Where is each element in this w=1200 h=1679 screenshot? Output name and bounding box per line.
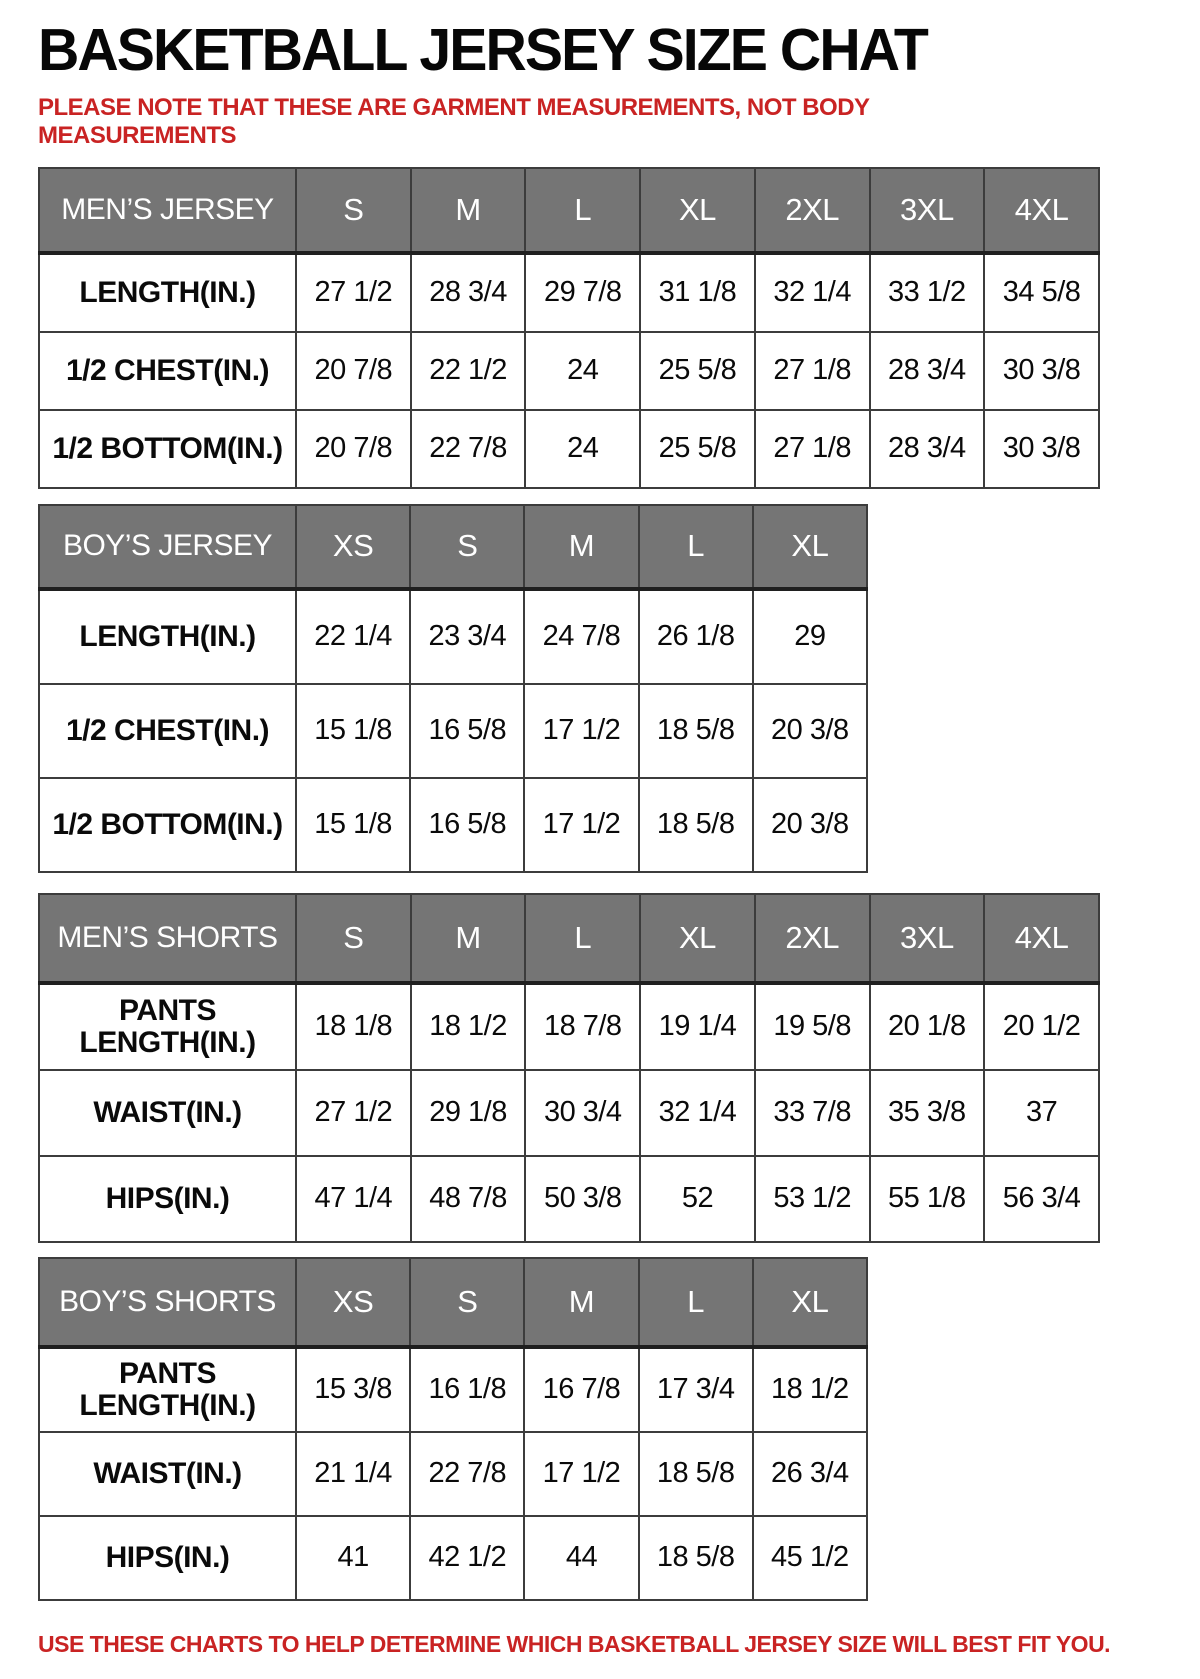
size-column-header: 4XL xyxy=(984,894,1099,983)
size-value-cell: 20 1/2 xyxy=(984,983,1099,1070)
size-value-cell: 20 7/8 xyxy=(296,332,411,410)
size-value-cell: 23 3/4 xyxy=(410,589,524,684)
table-row xyxy=(39,1070,1099,1156)
mens-jersey-table xyxy=(38,167,1100,489)
size-column-header: 3XL xyxy=(870,168,985,253)
table-title-cell: MEN’S JERSEY xyxy=(39,168,296,253)
size-value-cell: 45 1/2 xyxy=(753,1516,867,1600)
size-value-cell: 20 7/8 xyxy=(296,410,411,488)
size-value-cell: 47 1/4 xyxy=(296,1156,411,1242)
row-label-cell: PANTS LENGTH(IN.) xyxy=(39,1347,296,1432)
size-column-header: 4XL xyxy=(984,168,1099,253)
size-value-cell: 37 xyxy=(984,1070,1099,1156)
size-value-cell: 15 1/8 xyxy=(296,778,410,872)
table-row xyxy=(39,684,867,778)
size-value-cell: 17 1/2 xyxy=(524,778,638,872)
size-value-cell: 18 1/8 xyxy=(296,983,411,1070)
size-value-cell: 31 1/8 xyxy=(640,253,755,332)
size-column-header: L xyxy=(639,1258,753,1347)
size-value-cell: 28 3/4 xyxy=(870,410,985,488)
garment-measurement-note: PLEASE NOTE THAT THESE ARE GARMENT MEASUREMENTS, NOT BODY MEASUREMENTS xyxy=(38,93,870,150)
size-value-cell: 27 1/8 xyxy=(755,332,870,410)
row-label-cell: 1/2 BOTTOM(IN.) xyxy=(39,410,296,488)
mens-shorts-table xyxy=(38,893,1100,1243)
row-label-cell: HIPS(IN.) xyxy=(39,1156,296,1242)
table-title-cell: BOY’S SHORTS xyxy=(39,1258,296,1347)
size-value-cell: 33 7/8 xyxy=(755,1070,870,1156)
size-value-cell: 32 1/4 xyxy=(640,1070,755,1156)
row-label-cell: 1/2 CHEST(IN.) xyxy=(39,684,296,778)
size-column-header: S xyxy=(296,168,411,253)
row-label-cell: LENGTH(IN.) xyxy=(39,589,296,684)
size-value-cell: 34 5/8 xyxy=(984,253,1099,332)
size-value-cell: 17 1/2 xyxy=(524,1432,638,1516)
size-value-cell: 22 7/8 xyxy=(411,410,526,488)
size-value-cell: 35 3/8 xyxy=(870,1070,985,1156)
size-value-cell: 16 5/8 xyxy=(410,778,524,872)
header-row xyxy=(39,1258,867,1347)
size-value-cell: 18 1/2 xyxy=(753,1347,867,1432)
header-row xyxy=(39,894,1099,983)
size-value-cell: 44 xyxy=(524,1516,638,1600)
size-value-cell: 27 1/2 xyxy=(296,253,411,332)
size-value-cell: 17 1/2 xyxy=(524,684,638,778)
size-value-cell: 22 1/4 xyxy=(296,589,410,684)
table-row xyxy=(39,1516,867,1600)
size-column-header: S xyxy=(410,1258,524,1347)
size-value-cell: 42 1/2 xyxy=(410,1516,524,1600)
header-row xyxy=(39,168,1099,253)
size-column-header: 2XL xyxy=(755,894,870,983)
table-row xyxy=(39,983,1099,1070)
size-value-cell: 20 3/8 xyxy=(753,778,867,872)
size-value-cell: 18 1/2 xyxy=(411,983,526,1070)
row-label-cell: LENGTH(IN.) xyxy=(39,253,296,332)
size-value-cell: 17 3/4 xyxy=(639,1347,753,1432)
size-value-cell: 55 1/8 xyxy=(870,1156,985,1242)
size-value-cell: 16 1/8 xyxy=(410,1347,524,1432)
size-value-cell: 41 xyxy=(296,1516,410,1600)
size-value-cell: 22 7/8 xyxy=(410,1432,524,1516)
size-value-cell: 56 3/4 xyxy=(984,1156,1099,1242)
size-column-header: M xyxy=(411,894,526,983)
row-label-cell: 1/2 BOTTOM(IN.) xyxy=(39,778,296,872)
size-value-cell: 33 1/2 xyxy=(870,253,985,332)
size-column-header: XL xyxy=(753,1258,867,1347)
size-value-cell: 29 xyxy=(753,589,867,684)
row-label-cell: WAIST(IN.) xyxy=(39,1432,296,1516)
size-value-cell: 26 3/4 xyxy=(753,1432,867,1516)
table-row xyxy=(39,778,867,872)
size-value-cell: 30 3/8 xyxy=(984,332,1099,410)
size-value-cell: 52 xyxy=(640,1156,755,1242)
size-value-cell: 25 5/8 xyxy=(640,410,755,488)
size-value-cell: 16 5/8 xyxy=(410,684,524,778)
size-value-cell: 19 5/8 xyxy=(755,983,870,1070)
size-column-header: L xyxy=(525,168,640,253)
size-column-header: M xyxy=(524,505,638,589)
size-value-cell: 30 3/4 xyxy=(525,1070,640,1156)
size-column-header: XL xyxy=(753,505,867,589)
size-value-cell: 27 1/2 xyxy=(296,1070,411,1156)
size-value-cell: 26 1/8 xyxy=(639,589,753,684)
size-value-cell: 48 7/8 xyxy=(411,1156,526,1242)
table-title-cell: MEN’S SHORTS xyxy=(39,894,296,983)
size-value-cell: 22 1/2 xyxy=(411,332,526,410)
table-title-cell: BOY’S JERSEY xyxy=(39,505,296,589)
table-row xyxy=(39,1432,867,1516)
size-column-header: M xyxy=(524,1258,638,1347)
size-column-header: 3XL xyxy=(870,894,985,983)
fit-advice-footer: USE THESE CHARTS TO HELP DETERMINE WHICH BASKETBALL JERSEY SIZE WILL BEST FIT YOU. xyxy=(38,1630,1111,1657)
size-value-cell: 18 5/8 xyxy=(639,778,753,872)
size-value-cell: 53 1/2 xyxy=(755,1156,870,1242)
size-value-cell: 18 5/8 xyxy=(639,1432,753,1516)
row-label-cell: 1/2 CHEST(IN.) xyxy=(39,332,296,410)
size-value-cell: 18 7/8 xyxy=(525,983,640,1070)
boys-jersey-table xyxy=(38,504,868,873)
size-value-cell: 18 5/8 xyxy=(639,1516,753,1600)
size-value-cell: 19 1/4 xyxy=(640,983,755,1070)
size-value-cell: 28 3/4 xyxy=(411,253,526,332)
header-row xyxy=(39,505,867,589)
size-value-cell: 20 3/8 xyxy=(753,684,867,778)
size-column-header: L xyxy=(639,505,753,589)
size-value-cell: 25 5/8 xyxy=(640,332,755,410)
size-value-cell: 28 3/4 xyxy=(870,332,985,410)
size-value-cell: 20 1/8 xyxy=(870,983,985,1070)
boys-shorts-table xyxy=(38,1257,868,1601)
size-value-cell: 21 1/4 xyxy=(296,1432,410,1516)
size-value-cell: 29 1/8 xyxy=(411,1070,526,1156)
size-column-header: XL xyxy=(640,168,755,253)
table-row xyxy=(39,410,1099,488)
size-column-header: S xyxy=(410,505,524,589)
size-column-header: XS xyxy=(296,1258,410,1347)
size-value-cell: 15 1/8 xyxy=(296,684,410,778)
size-column-header: S xyxy=(296,894,411,983)
size-value-cell: 30 3/8 xyxy=(984,410,1099,488)
page-title: BASKETBALL JERSEY SIZE CHAT xyxy=(38,17,927,83)
row-label-cell: HIPS(IN.) xyxy=(39,1516,296,1600)
table-row xyxy=(39,253,1099,332)
table-row xyxy=(39,1156,1099,1242)
size-value-cell: 27 1/8 xyxy=(755,410,870,488)
size-value-cell: 24 7/8 xyxy=(524,589,638,684)
size-column-header: XL xyxy=(640,894,755,983)
row-label-cell: PANTS LENGTH(IN.) xyxy=(39,983,296,1070)
size-value-cell: 24 xyxy=(525,410,640,488)
size-column-header: 2XL xyxy=(755,168,870,253)
row-label-cell: WAIST(IN.) xyxy=(39,1070,296,1156)
size-value-cell: 29 7/8 xyxy=(525,253,640,332)
size-value-cell: 18 5/8 xyxy=(639,684,753,778)
size-value-cell: 24 xyxy=(525,332,640,410)
size-value-cell: 32 1/4 xyxy=(755,253,870,332)
size-column-header: M xyxy=(411,168,526,253)
size-column-header: L xyxy=(525,894,640,983)
size-value-cell: 15 3/8 xyxy=(296,1347,410,1432)
table-row xyxy=(39,332,1099,410)
table-row xyxy=(39,589,867,684)
size-column-header: XS xyxy=(296,505,410,589)
size-value-cell: 16 7/8 xyxy=(524,1347,638,1432)
size-value-cell: 50 3/8 xyxy=(525,1156,640,1242)
table-row xyxy=(39,1347,867,1432)
